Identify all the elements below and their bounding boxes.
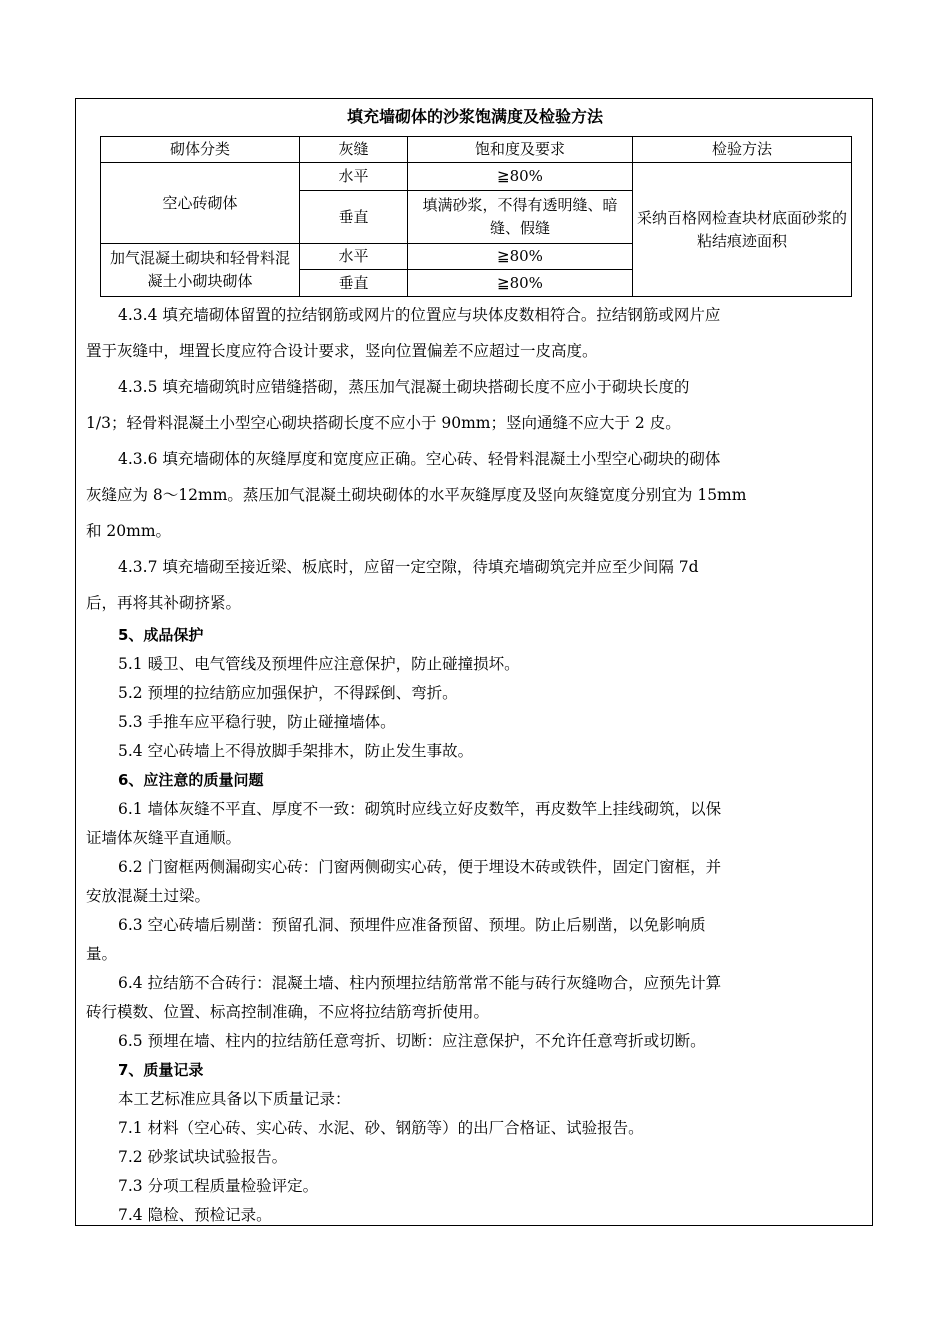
item-7-intro: 本工艺标准应具备以下质量记录： [118, 1090, 351, 1108]
joint-cell: 垂直 [300, 191, 408, 244]
header-category: 砌体分类 [101, 137, 300, 163]
document-frame [75, 98, 873, 1226]
item-6-1-line1: 6.1 墙体灰缝不平直、厚度不一致：砌筑时应线立好皮数竿，再皮数竿上挂线砌筑，以保 [118, 800, 722, 818]
requirement-cell: ≧80% [408, 163, 633, 191]
paragraph-4-3-5-line1: 4.3.5 填充墙砌筑时应错缝搭砌，蒸压加气混凝土砌块搭砌长度不应小于砌块长度的 [118, 378, 690, 396]
requirement-cell: 填满砂浆，不得有透明缝、暗缝、假缝 [408, 191, 633, 244]
header-requirement: 饱和度及要求 [408, 137, 633, 163]
item-5-4: 5.4 空心砖墙上不得放脚手架排木，防止发生事故。 [118, 742, 474, 760]
table-row [101, 163, 852, 191]
item-6-4-line1: 6.4 拉结筋不合砖行：混凝土墙、柱内预埋拉结筋常常不能与砖行灰缝吻合，应预先计算 [118, 974, 722, 992]
item-5-1: 5.1 暖卫、电气管线及预埋件应注意保护，防止碰撞损坏。 [118, 655, 520, 673]
item-6-2-line2: 安放混凝土过梁。 [86, 887, 211, 905]
item-6-4-line2: 砖行模数、位置、标高控制准确，不应将拉结筋弯折使用。 [86, 1003, 490, 1021]
joint-cell: 水平 [300, 244, 408, 270]
paragraph-4-3-4-line1: 4.3.4 填充墙砌体留置的拉结钢筋或网片的位置应与块体皮数相符合。拉结钢筋或网片应 [118, 306, 721, 324]
section-heading-5: 5、成品保护 [118, 626, 204, 644]
category-hollow-brick: 空心砖砌体 [101, 163, 300, 244]
item-5-2: 5.2 预埋的拉结筋应加强保护，不得踩倒、弯折。 [118, 684, 458, 702]
paragraph-4-3-6-line3: 和 20mm。 [86, 522, 172, 540]
header-method: 检验方法 [633, 137, 852, 163]
item-6-5: 6.5 预埋在墙、柱内的拉结筋任意弯折、切断：应注意保护，不允许任意弯折或切断。 [118, 1032, 706, 1050]
requirement-cell: ≧80% [408, 244, 633, 270]
section-heading-7: 7、质量记录 [118, 1061, 204, 1079]
paragraph-4-3-4-line2: 置于灰缝中，埋置长度应符合设计要求，竖向位置偏差不应超过一皮高度。 [86, 342, 598, 360]
requirement-cell: ≧80% [408, 270, 633, 297]
item-6-1-line2: 证墙体灰缝平直通顺。 [86, 829, 242, 847]
joint-cell: 垂直 [300, 270, 408, 297]
paragraph-4-3-7-line2: 后，再将其补砌挤紧。 [86, 594, 242, 612]
joint-cell: 水平 [300, 163, 408, 191]
paragraph-4-3-6-line2: 灰缝应为 8～12mm。蒸压加气混凝土砌块砌体的水平灰缝厚度及竖向灰缝宽度分别宜为 15mm [86, 486, 747, 504]
section-heading-6: 6、应注意的质量问题 [118, 771, 264, 789]
item-7-2: 7.2 砂浆试块试验报告。 [118, 1148, 288, 1166]
category-aerated-block: 加气混凝土砌块和轻骨料混凝土小砌块砌体 [101, 244, 300, 297]
paragraph-4-3-7-line1: 4.3.7 填充墙砌至接近梁、板底时，应留一定空隙，待填充墙砌筑完并应至少间隔 7d [118, 558, 699, 576]
paragraph-4-3-6-line1: 4.3.6 填充墙砌体的灰缝厚度和宽度应正确。空心砖、轻骨料混凝土小型空心砌块的砌体 [118, 450, 721, 468]
item-6-3-line1: 6.3 空心砖墙后剔凿：预留孔洞、预埋件应准备预留、预埋。防止后剔凿，以免影响质 [118, 916, 706, 934]
item-6-3-line2: 量。 [86, 945, 118, 963]
mortar-fullness-table [100, 136, 852, 297]
body-text [86, 297, 866, 1230]
table-header-row [101, 137, 852, 163]
item-7-4: 7.4 隐检、预检记录。 [118, 1206, 272, 1224]
item-7-3: 7.3 分项工程质量检验评定。 [118, 1177, 319, 1195]
item-5-3: 5.3 手推车应平稳行驶，防止碰撞墙体。 [118, 713, 396, 731]
header-joint: 灰缝 [300, 137, 408, 163]
method-cell: 采纳百格网检查块材底面砂浆的粘结痕迹面积 [633, 163, 852, 297]
item-6-2-line1: 6.2 门窗框两侧漏砌实心砖：门窗两侧砌实心砖，便于埋设木砖或铁件，固定门窗框，并 [118, 858, 722, 876]
table-title: 填充墙砌体的沙浆饱满度及检验方法 [346, 107, 603, 126]
item-7-1: 7.1 材料（空心砖、实心砖、水泥、砂、钢筋等）的出厂合格证、试验报告。 [118, 1119, 644, 1137]
paragraph-4-3-5-line2: 1/3；轻骨料混凝土小型空心砌块搭砌长度不应小于 90mm；竖向通缝不应大于 2 皮。 [86, 414, 681, 432]
